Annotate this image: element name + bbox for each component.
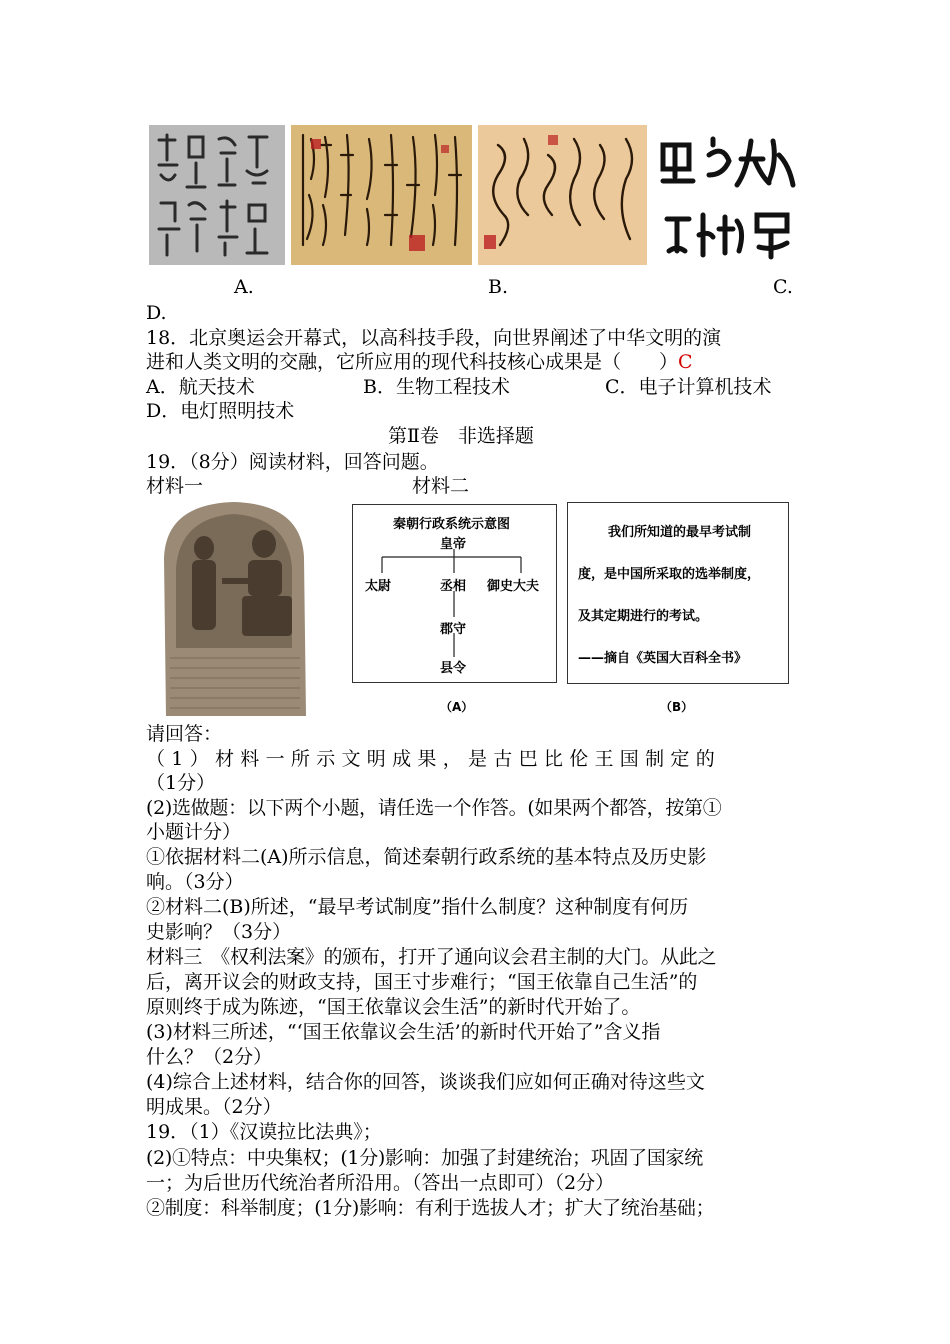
calligraphy-image-c (478, 125, 647, 265)
answer-2-line1: (2)①特点：中央集权；(1分)影响：加强了封建统治；巩固了国家统 (146, 1147, 703, 1169)
diagram-a-caption: （A） (440, 700, 474, 714)
q19-sub4-line1: (4)综合上述材料，结合你的回答，谈谈我们应如何正确对待这些文 (146, 1071, 705, 1093)
quote-line2: 度，是中国所采取的选举制度， (578, 567, 761, 582)
q18-line2 (146, 350, 693, 374)
q19-sub2b-line1: ②材料二(B)所述，“最早考试制度”指什么制度？这种制度有何历 (146, 896, 689, 918)
calligraphy-image-d (653, 125, 801, 265)
quote-line3: 及其定期进行的考试。 (578, 609, 709, 624)
node-junshou: 郡守 (440, 622, 467, 637)
quote-line1: 我们所知道的最早考试制 (608, 525, 752, 540)
q19-sub2b-line2: 史影响？（3分） (146, 921, 292, 943)
stele-illustration (156, 498, 312, 716)
material-2-label: 材料二 (412, 475, 470, 497)
q19-sub3-line1: (3)材料三所述，“‘国王依靠议会生活’的新时代开始了”含义指 (146, 1021, 661, 1043)
qin-admin-diagram (352, 504, 557, 683)
q18-option-a: A．航天技术 (146, 376, 255, 398)
q18-line2-text: 进和人类文明的交融，它所应用的现代科技核心成果是（ ） (146, 351, 679, 373)
material-3-line1: 材料三 《权利法案》的颁布，打开了通向议会君主制的大门。从此之 (146, 946, 717, 968)
seal-script-calligraphy (149, 125, 285, 265)
q18-option-d: D．电灯照明技术 (146, 400, 295, 422)
running-script-calligraphy (291, 125, 472, 265)
material-1-label: 材料一 (146, 475, 204, 497)
q18-option-c: C．电子计算机技术 (605, 376, 772, 398)
q18-answer: C (678, 351, 693, 373)
calligraphy-image-b (291, 125, 472, 265)
q19-sub2-line1: (2)选做题：以下两个小题，请任选一个作答。(如果两个都答，按第① (146, 797, 722, 819)
q19-heading: 19．（8分）阅读材料，回答问题。 (146, 451, 439, 473)
diagram-b-caption: （B） (660, 700, 694, 714)
option-label-b: B. (488, 276, 509, 298)
modern-brush-calligraphy (653, 125, 801, 265)
quote-line4: ——摘自《英国大百科全书》 (578, 651, 748, 666)
q19-sub2a-line1: ①依据材料二(A)所示信息，简述秦朝行政系统的基本特点及历史影 (146, 846, 707, 868)
answer-1: 19．（1）《汉谟拉比法典》； (146, 1121, 382, 1143)
encyclopedia-quote-box (567, 502, 789, 684)
hammurabi-stele-image (156, 498, 312, 716)
cursive-script-calligraphy (478, 125, 647, 265)
q18-option-b: B．生物工程技术 (363, 376, 510, 398)
node-yushi-dafu: 御史大夫 (487, 579, 540, 594)
answer-3: ②制度：科举制度；(1分)影响：有利于选拔人才；扩大了统治基础； (146, 1197, 715, 1219)
node-taiwei: 太尉 (365, 579, 392, 594)
q19-sub1-line1: （1）材料一所示文明成果，是古巴比伦王国制定的 (146, 748, 721, 770)
q18-line1: 18．北京奥运会开幕式，以高科技手段，向世界阐述了中华文明的演 (146, 327, 722, 349)
node-xianling: 县令 (440, 661, 467, 676)
q19-sub3-line2: 什么？（2分） (146, 1046, 273, 1068)
q19-sub1-line2: （1分） (146, 772, 216, 794)
calligraphy-image-a (149, 125, 285, 265)
option-label-c: C. (773, 276, 793, 298)
q19-sub2-line2: 小题计分） (146, 821, 242, 843)
node-chengxiang: 丞相 (440, 579, 467, 594)
diagram-title: 秦朝行政系统示意图 (393, 517, 511, 532)
q19-sub2a-line2: 响。（3分） (146, 871, 244, 893)
prompt-label: 请回答： (146, 723, 223, 745)
answer-2-line2: 一；为后世历代统治者所沿用。（答出一点即可）（2分） (146, 1172, 615, 1194)
option-label-d: D. (146, 302, 167, 324)
material-3-line2: 后，离开议会的财政支持，国王寸步难行；“国王依靠自己生活”的 (146, 971, 698, 993)
q19-sub4-line2: 明成果。（2分） (146, 1096, 282, 1118)
node-emperor: 皇帝 (440, 537, 467, 552)
material-3-line3: 原则终于成为陈迹，“国王依靠议会生活”的新时代开始了。 (146, 996, 641, 1018)
option-label-a: A. (234, 276, 254, 298)
section-title: 第Ⅱ卷 非选择题 (388, 425, 534, 447)
